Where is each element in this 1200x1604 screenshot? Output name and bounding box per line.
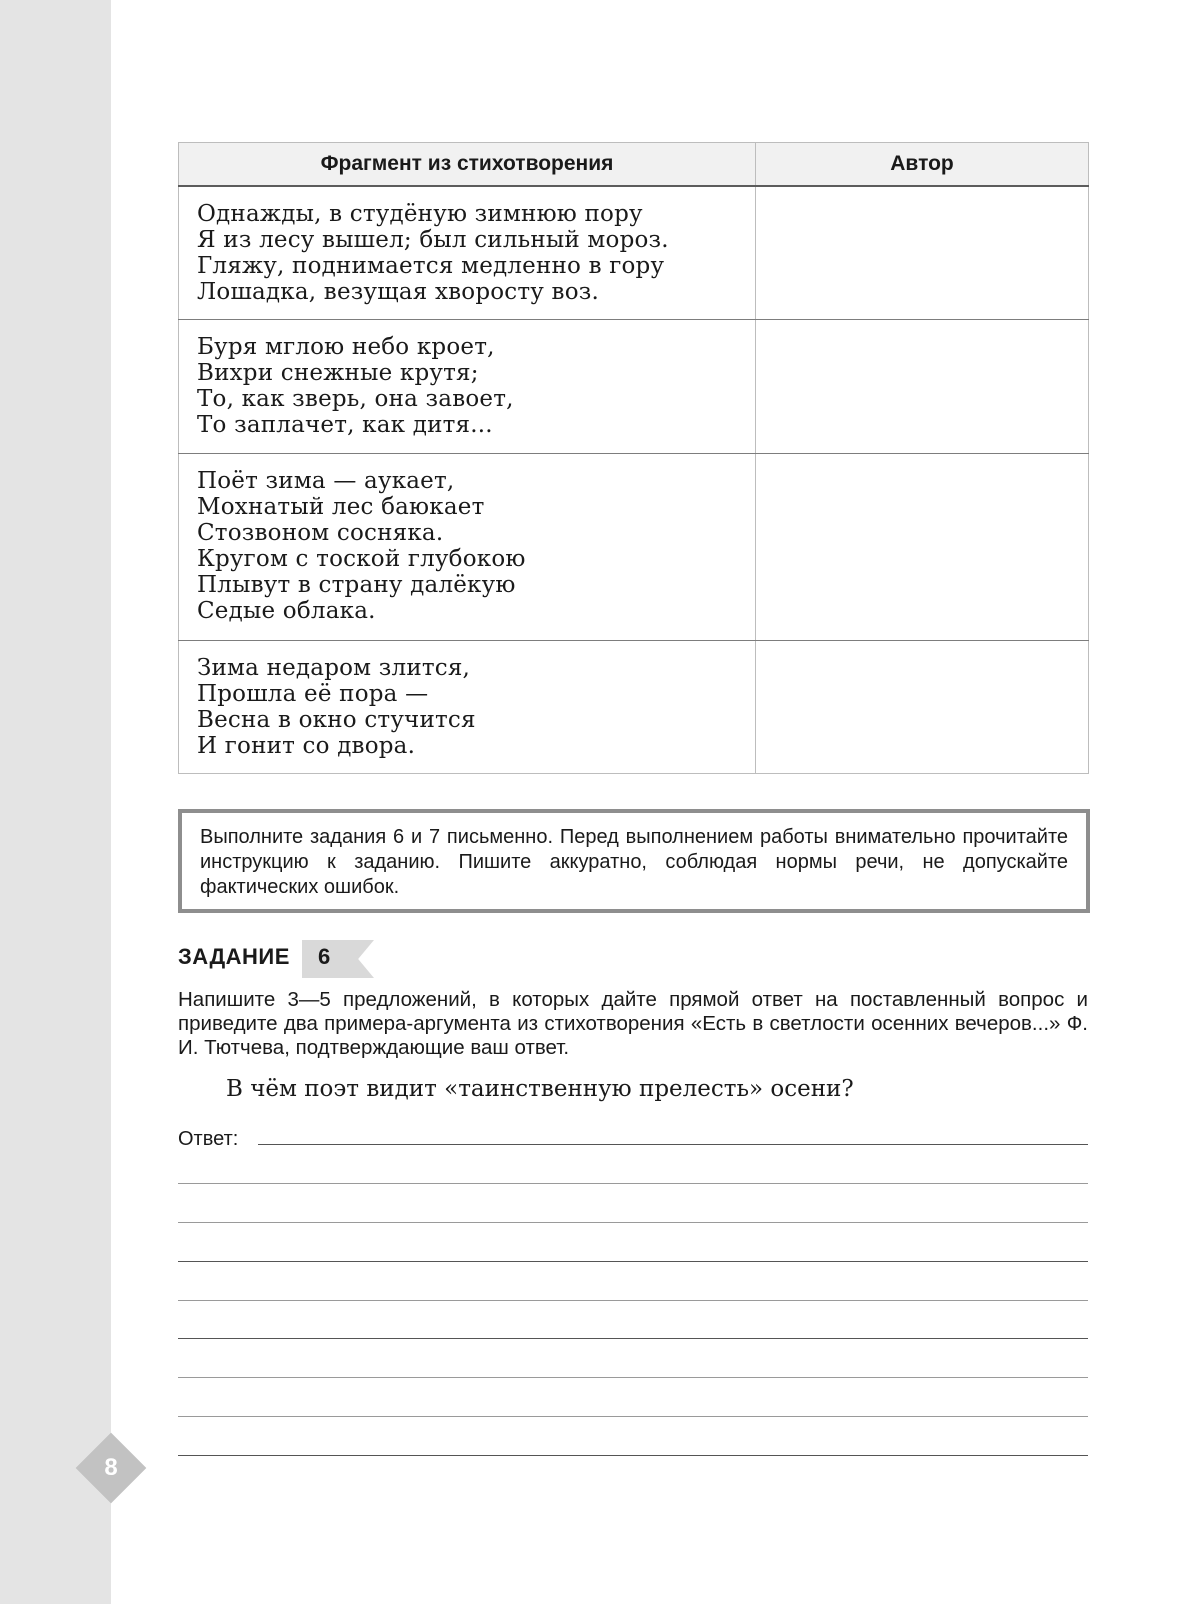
page-number: 8 [104,1454,118,1481]
poem-fragment-cell [179,640,756,773]
column-header-fragment: Фрагмент из стихотворения [179,143,756,187]
poem-fragment-cell [179,453,756,640]
table-row [179,186,1089,319]
answer-line[interactable] [178,1377,1088,1378]
poem-line: Буря мглою небо кроет, [197,333,495,360]
poem-fragment-cell [179,319,756,453]
answer-line[interactable] [178,1300,1088,1301]
poem-line: Седые облака. [197,597,376,624]
author-answer-cell[interactable] [756,640,1089,773]
column-header-author: Автор [756,143,1089,187]
poem-line: То заплачет, как дитя... [197,411,493,438]
poem-line: Однажды, в студёную зимнюю пору [197,201,643,227]
poem-line: Стозвоном сосняка. [197,519,444,546]
poem-fragment [179,454,755,624]
answer-label: Ответ: [178,1128,239,1150]
task-description: Напишите 3—5 предложений, в которых дайте прямой ответ на поставленный вопрос и приведите два примера-аргумента из стихотворения «Есть в светлости осенних вечеров...» Ф. И. Тютчева, подтверждающие ваш ответ. [178,988,1088,1059]
task-title: ЗАДАНИЕ [178,944,290,969]
page-margin-strip [0,0,111,1604]
poem-line: Кругом с тоской глубокою [197,545,526,572]
table-row [179,640,1089,773]
table-row [179,453,1089,640]
poem-line: Поёт зима — аукает, [197,467,455,494]
poem-fragment [179,320,755,438]
instruction-box [178,809,1090,913]
answer-line[interactable] [178,1455,1088,1456]
poem-line: Гляжу, поднимается медленно в гору [197,253,665,279]
author-answer-cell[interactable] [756,186,1089,319]
page-number-badge [76,1433,146,1503]
answer-line[interactable] [178,1416,1088,1417]
poem-line: Прошла её пора — [197,680,429,707]
table-header-row [179,143,1089,187]
poem-line: Вихри снежные крутя; [197,359,479,386]
answer-line[interactable] [258,1144,1088,1145]
poem-line: Плывут в страну далёкую [197,571,516,598]
author-answer-cell[interactable] [756,319,1089,453]
answer-line[interactable] [178,1183,1088,1184]
poem-line: То, как зверь, она завоет, [197,385,514,412]
poem-line: Весна в окно стучится [197,706,476,733]
table-row [179,319,1089,453]
poem-line: И гонит со двора. [197,732,416,759]
poem-fragment [179,187,755,305]
task-number-tag [302,940,374,978]
answer-line[interactable] [178,1261,1088,1262]
author-answer-cell[interactable] [756,453,1089,640]
answer-line[interactable] [178,1222,1088,1223]
answer-line[interactable] [178,1338,1088,1339]
poem-line: Я из лесу вышел; был сильный мороз. [197,227,669,253]
poem-fragment [179,641,755,759]
task-number: 6 [318,944,331,969]
poem-author-table [178,142,1089,774]
poem-line: Лошадка, везущая хворосту воз. [197,279,599,305]
poem-line: Мохнатый лес баюкает [197,493,485,520]
task-question: В чём поэт видит «таинственную прелесть» осени? [226,1076,854,1102]
poem-line: Зима недаром злится, [197,654,471,681]
instruction-text: Выполните задания 6 и 7 письменно. Перед выполнением работы внимательно прочитайте инструкцию к заданию. Пишите аккуратно, соблюдая нормы речи, не допускайте фактических ошибок. [200,826,1068,898]
poem-fragment-cell [179,186,756,319]
